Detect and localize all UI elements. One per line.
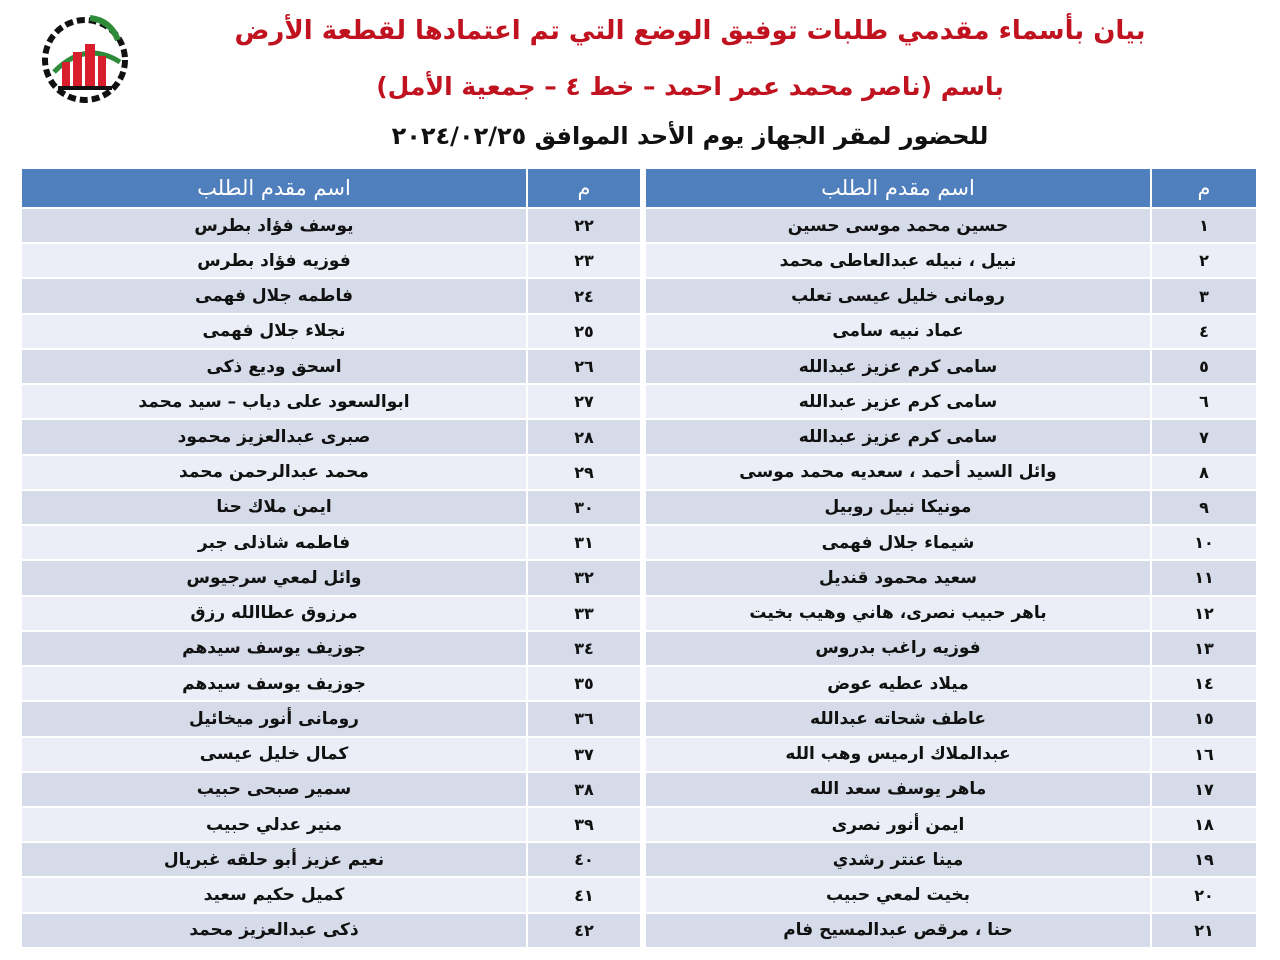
city-authority-logo-icon xyxy=(40,10,130,110)
applicant-name: فوزيه راغب بدروس xyxy=(646,632,1150,665)
applicant-name: كمال خليل عيسى xyxy=(22,738,526,771)
attendance-date-line: للحضور لمقر الجهاز يوم الأحد الموافق ٢٠٢٤/٠٢/٢٥ xyxy=(391,122,989,150)
table-row xyxy=(22,491,640,524)
table-row xyxy=(22,350,640,383)
applicant-name: نبيل ، نبيله عبدالعاطى محمد xyxy=(646,244,1150,277)
column-header-number: م xyxy=(1152,169,1256,207)
row-number: ٣٥ xyxy=(528,667,640,700)
applicant-name: بخيت لمعي حبيب xyxy=(646,878,1150,911)
table-row xyxy=(22,808,640,841)
applicant-name: محمد عبدالرحمن محمد xyxy=(22,456,526,489)
table-row xyxy=(22,773,640,806)
table-row xyxy=(646,315,1256,348)
applicant-name: سمير صبحى حبيب xyxy=(22,773,526,806)
table-row xyxy=(646,702,1256,735)
table-row xyxy=(22,878,640,911)
applicant-name: منير عدلي حبيب xyxy=(22,808,526,841)
row-number: ١٣ xyxy=(1152,632,1256,665)
row-number: ١٤ xyxy=(1152,667,1256,700)
applicant-name: يوسف فؤاد بطرس xyxy=(22,209,526,242)
table-row xyxy=(22,279,640,312)
row-number: ٢٤ xyxy=(528,279,640,312)
applicant-name: حسين محمد موسى حسين xyxy=(646,209,1150,242)
row-number: ٣٤ xyxy=(528,632,640,665)
table-row xyxy=(22,632,640,665)
row-number: ٨ xyxy=(1152,456,1256,489)
table-row xyxy=(646,526,1256,559)
table-row xyxy=(22,738,640,771)
applicants-table-left xyxy=(20,167,642,949)
table-row xyxy=(22,843,640,876)
row-number: ٣ xyxy=(1152,279,1256,312)
table-row xyxy=(22,597,640,630)
row-number: ٥ xyxy=(1152,350,1256,383)
applicant-name: فوزيه فؤاد بطرس xyxy=(22,244,526,277)
column-header-number: م xyxy=(528,169,640,207)
table-row xyxy=(646,843,1256,876)
table-row xyxy=(22,209,640,242)
column-header-name: اسم مقدم الطلب xyxy=(22,169,526,207)
row-number: ٤١ xyxy=(528,878,640,911)
applicant-name: فاطمه جلال فهمى xyxy=(22,279,526,312)
row-number: ١٩ xyxy=(1152,843,1256,876)
applicant-name: صبرى عبدالعزيز محمود xyxy=(22,420,526,453)
row-number: ٩ xyxy=(1152,491,1256,524)
table-row xyxy=(646,279,1256,312)
row-number: ١٥ xyxy=(1152,702,1256,735)
row-number: ١٢ xyxy=(1152,597,1256,630)
applicant-name: ايمن أنور نصرى xyxy=(646,808,1150,841)
table-row xyxy=(22,526,640,559)
table-row xyxy=(646,385,1256,418)
row-number: ٢٦ xyxy=(528,350,640,383)
applicant-name: مونيكا نبيل روبيل xyxy=(646,491,1150,524)
table-row xyxy=(646,738,1256,771)
applicant-name: كميل حكيم سعيد xyxy=(22,878,526,911)
table-row xyxy=(646,420,1256,453)
row-number: ١٦ xyxy=(1152,738,1256,771)
row-number: ٣٨ xyxy=(528,773,640,806)
document-subtitle: باسم (ناصر محمد عمر احمد – خط ٤ – جمعية الأمل) xyxy=(376,72,1004,101)
applicant-name: حنا ، مرقص عبدالمسيح فام xyxy=(646,914,1150,947)
table-row xyxy=(22,702,640,735)
table-row xyxy=(646,667,1256,700)
row-number: ٣٠ xyxy=(528,491,640,524)
applicant-name: سامى كرم عزيز عبدالله xyxy=(646,385,1150,418)
row-number: ٢٢ xyxy=(528,209,640,242)
applicant-name: جوزيف يوسف سيدهم xyxy=(22,667,526,700)
row-number: ٢٠ xyxy=(1152,878,1256,911)
table-row xyxy=(22,667,640,700)
table-row xyxy=(22,244,640,277)
applicant-name: ابوالسعود على دياب – سيد محمد xyxy=(22,385,526,418)
row-number: ١ xyxy=(1152,209,1256,242)
table-row xyxy=(646,209,1256,242)
applicant-name: جوزيف يوسف سيدهم xyxy=(22,632,526,665)
applicant-name: ايمن ملاك حنا xyxy=(22,491,526,524)
applicant-name: عاطف شحاته عبدالله xyxy=(646,702,1150,735)
table-row xyxy=(22,315,640,348)
row-number: ٤٢ xyxy=(528,914,640,947)
column-header-name: اسم مقدم الطلب xyxy=(646,169,1150,207)
applicant-name: شيماء جلال فهمى xyxy=(646,526,1150,559)
row-number: ١٨ xyxy=(1152,808,1256,841)
row-number: ٢١ xyxy=(1152,914,1256,947)
table-row xyxy=(646,808,1256,841)
applicants-table-right xyxy=(644,167,1258,949)
applicant-name: ماهر يوسف سعد الله xyxy=(646,773,1150,806)
table-row xyxy=(646,914,1256,947)
table-row xyxy=(646,244,1256,277)
applicant-name: ذكى عبدالعزيز محمد xyxy=(22,914,526,947)
applicant-name: مرزوق عطاالله رزق xyxy=(22,597,526,630)
table-row xyxy=(646,597,1256,630)
row-number: ٣٦ xyxy=(528,702,640,735)
row-number: ٣٩ xyxy=(528,808,640,841)
row-number: ٢٩ xyxy=(528,456,640,489)
applicant-name: رومانى أنور ميخائيل xyxy=(22,702,526,735)
row-number: ٢٥ xyxy=(528,315,640,348)
applicant-name: ميلاد عطيه عوض xyxy=(646,667,1150,700)
row-number: ٢ xyxy=(1152,244,1256,277)
applicants-tables xyxy=(20,167,1258,949)
row-number: ٣٢ xyxy=(528,561,640,594)
row-number: ٢٨ xyxy=(528,420,640,453)
table-row xyxy=(646,456,1256,489)
applicant-name: باهر حبيب نصرى، هاني وهيب بخيت xyxy=(646,597,1150,630)
applicant-name: وائل السيد أحمد ، سعديه محمد موسى xyxy=(646,456,1150,489)
table-row xyxy=(646,878,1256,911)
applicant-name: مينا عنتر رشدي xyxy=(646,843,1150,876)
applicant-name: رومانى خليل عيسى تعلب xyxy=(646,279,1150,312)
applicant-name: وائل لمعي سرجيوس xyxy=(22,561,526,594)
applicant-name: نجلاء جلال فهمى xyxy=(22,315,526,348)
row-number: ٣١ xyxy=(528,526,640,559)
row-number: ٤ xyxy=(1152,315,1256,348)
table-row xyxy=(646,491,1256,524)
row-number: ٣٣ xyxy=(528,597,640,630)
table-row xyxy=(22,914,640,947)
table-row xyxy=(22,561,640,594)
document-title: بيان بأسماء مقدمي طلبات توفيق الوضع التي تم اعتمادها لقطعة الأرض xyxy=(234,16,1146,46)
row-number: ١٧ xyxy=(1152,773,1256,806)
row-number: ٣٧ xyxy=(528,738,640,771)
table-row xyxy=(646,561,1256,594)
applicant-name: سعيد محمود قنديل xyxy=(646,561,1150,594)
row-number: ٤٠ xyxy=(528,843,640,876)
table-row xyxy=(22,456,640,489)
applicant-name: اسحق وديع ذكى xyxy=(22,350,526,383)
row-number: ٧ xyxy=(1152,420,1256,453)
row-number: ٦ xyxy=(1152,385,1256,418)
row-number: ١١ xyxy=(1152,561,1256,594)
applicant-name: نعيم عزيز أبو حلقه غبريال xyxy=(22,843,526,876)
row-number: ٢٣ xyxy=(528,244,640,277)
table-row xyxy=(22,420,640,453)
table-row xyxy=(646,632,1256,665)
table-row xyxy=(22,385,640,418)
applicant-name: عبدالملاك ارميس وهب الله xyxy=(646,738,1150,771)
row-number: ١٠ xyxy=(1152,526,1256,559)
applicant-name: سامى كرم عزيز عبدالله xyxy=(646,420,1150,453)
table-row xyxy=(646,773,1256,806)
applicant-name: عماد نبيه سامى xyxy=(646,315,1150,348)
applicant-name: فاطمه شاذلى جبر xyxy=(22,526,526,559)
row-number: ٢٧ xyxy=(528,385,640,418)
applicant-name: سامى كرم عزيز عبدالله xyxy=(646,350,1150,383)
table-row xyxy=(646,350,1256,383)
